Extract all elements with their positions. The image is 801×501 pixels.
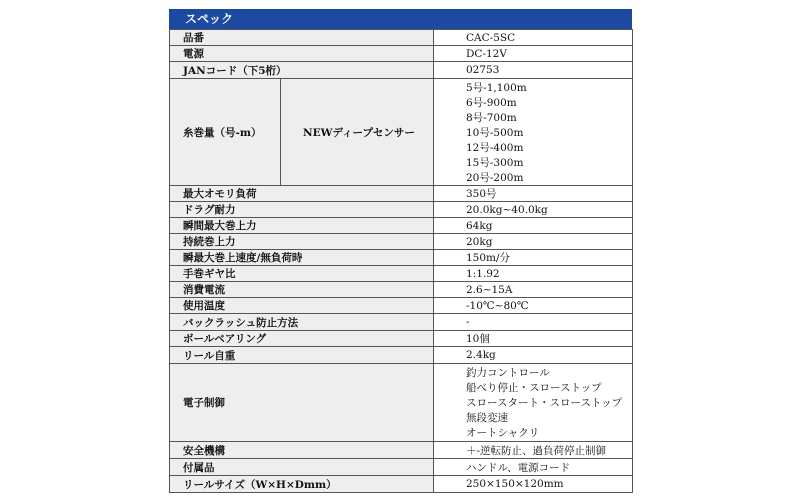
table-row (170, 30, 633, 46)
table-row (170, 331, 633, 347)
row-value: - (434, 314, 633, 331)
row-value: 64kg (434, 218, 633, 234)
row-value: 250×150×120mm (434, 476, 633, 493)
list-item: 6号-900m (466, 96, 517, 109)
row-value: ＋-逆転防止、過負荷停止制御 (434, 442, 633, 459)
row-value: 02753 (434, 62, 633, 79)
row-label: 使用温度 (170, 298, 434, 314)
row-value-list (434, 79, 633, 186)
row-value: 2.6~15A (434, 282, 633, 298)
list-item: 15号-300m (466, 156, 524, 169)
list-item: オートシャクリ (466, 427, 540, 439)
list-item: 5号-1,100m (466, 81, 527, 94)
row-value: DC-12V (434, 46, 633, 62)
list-item: 船べり停止・スローストップ (466, 382, 602, 394)
spec-header (169, 9, 632, 29)
list-item: 8号-700m (466, 111, 517, 124)
row-label: 最大オモリ負荷 (170, 186, 434, 202)
spec-table (169, 29, 633, 493)
table-row (170, 298, 633, 314)
list-item: 12号-400m (466, 141, 524, 154)
row-value: -10℃~80℃ (434, 298, 633, 314)
table-row (170, 79, 633, 186)
table-row (170, 250, 633, 266)
row-label: ボールベアリング (170, 331, 434, 347)
row-value: 2.4kg (434, 347, 633, 364)
row-value: ハンドル、電源コード (434, 459, 633, 476)
row-label: リール自重 (170, 347, 434, 364)
row-label: ドラグ耐力 (170, 202, 434, 218)
table-row (170, 186, 633, 202)
table-row (170, 364, 633, 442)
row-value: 1:1.92 (434, 266, 633, 282)
row-value: 10個 (434, 331, 633, 347)
spec-title: スペック (185, 12, 234, 26)
row-label: リールサイズ（W×H×Dmm） (170, 476, 434, 493)
row-value: 350号 (434, 186, 633, 202)
row-label: 安全機構 (170, 442, 434, 459)
spec-table-container (169, 9, 632, 490)
row-label: バックラッシュ防止方法 (170, 314, 434, 331)
list-item: 20号-200m (466, 171, 524, 184)
row-label: 消費電流 (170, 282, 434, 298)
table-row (170, 459, 633, 476)
row-value: 20.0kg~40.0kg (434, 202, 633, 218)
row-label: 瞬間最大巻上力 (170, 218, 434, 234)
row-label: 手巻ギヤ比 (170, 266, 434, 282)
list-item: 無段変速 (466, 412, 508, 424)
table-row (170, 218, 633, 234)
row-label: 電源 (170, 46, 434, 62)
table-row (170, 62, 633, 79)
list-item: 10号-500m (466, 126, 524, 139)
row-value: 20kg (434, 234, 633, 250)
row-value: CAC-5SC (434, 30, 633, 46)
row-label: 付属品 (170, 459, 434, 476)
row-value: 150m/分 (434, 250, 633, 266)
list-item: 釣力コントロール (466, 367, 550, 379)
row-label: 品番 (170, 30, 434, 46)
row-sublabel: NEWディープセンサー (281, 79, 434, 186)
list-item: スロースタート・スローストップ (466, 397, 623, 409)
row-label: JANコード（下5桁） (170, 62, 434, 79)
table-row (170, 234, 633, 250)
table-row (170, 266, 633, 282)
row-value-list (434, 364, 633, 442)
table-row (170, 476, 633, 493)
row-label: 糸巻量（号-m） (170, 79, 281, 186)
table-row (170, 202, 633, 218)
row-label: 瞬最大巻上速度/無負荷時 (170, 250, 434, 266)
table-row (170, 46, 633, 62)
row-label: 電子制御 (170, 364, 434, 442)
table-row (170, 314, 633, 331)
table-row (170, 442, 633, 459)
table-row (170, 282, 633, 298)
table-row (170, 347, 633, 364)
row-label: 持続巻上力 (170, 234, 434, 250)
